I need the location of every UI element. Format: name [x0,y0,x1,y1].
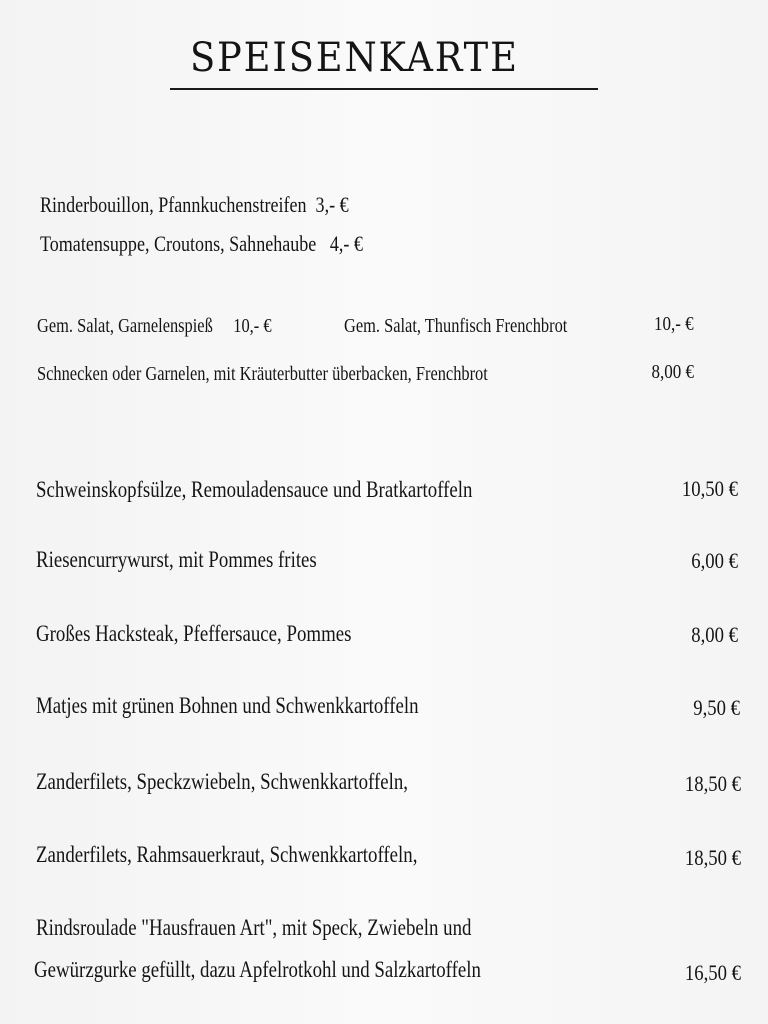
menu-item-price-main-1: 10,50 € [681,476,738,501]
menu-item-price-snails: 8,00 € [651,361,694,383]
page-title: SPEISENKARTE [190,35,519,81]
menu-item-price-salad-tuna: 10,- € [654,313,694,335]
menu-item-salad-tuna [344,316,567,336]
menu-item-main-3: Großes Hacksteak, Pfeffersauce, Pommes [36,621,352,646]
menu-item-roulade-line-1: Rindsroulade "Hausfrauen Art", mit Speck, Zwiebeln und [36,915,472,940]
menu-item-name: Tomatensuppe, Croutons, Sahnehaube [40,231,317,256]
menu-item-soup-1 [40,194,349,216]
menu-item-price-main-6: 18,50 € [684,845,741,870]
menu-item-price: 10,- € [233,315,272,337]
menu-item-snails [37,364,488,384]
menu-item-name: Rinderbouillon, Pfannkuchenstreifen [40,192,307,217]
menu-item-name: Schnecken oder Garnelen, mit Kräuterbutter überbacken, Frenchbrot [37,363,488,385]
menu-item-roulade-line-2: Gewürzgurke gefüllt, dazu Apfelrotkohl und Salzkartoffeln [34,957,481,982]
menu-item-main-6: Zanderfilets, Rahmsauerkraut, Schwenkkartoffeln, [36,842,418,867]
title-underline [170,88,598,90]
menu-item-price-main-3: 8,00 € [691,622,738,647]
menu-item-price-main-5: 18,50 € [684,771,741,796]
menu-item-main-2: Riesencurrywurst, mit Pommes frites [36,547,317,572]
menu-item-main-5: Zanderfilets, Speckzwiebeln, Schwenkkartoffeln, [36,769,409,794]
menu-item-salad-shrimp [37,316,272,336]
menu-item-main-1: Schweinskopfsülze, Remouladensauce und Bratkartoffeln [36,477,473,502]
menu-item-price: 3,- € [315,192,349,217]
menu-item-main-4: Matjes mit grünen Bohnen und Schwenkkartoffeln [36,693,419,718]
menu-item-price-main-2: 6,00 € [691,548,738,573]
menu-item-name: Gem. Salat, Garnelenspieß [37,315,213,337]
menu-item-name: Gem. Salat, Thunfisch Frenchbrot [344,315,568,337]
menu-item-price: 4,- € [329,231,363,256]
menu-item-price-roulade: 16,50 € [684,960,741,985]
menu-item-soup-2 [40,233,363,255]
menu-item-price-main-4: 9,50 € [693,695,740,720]
